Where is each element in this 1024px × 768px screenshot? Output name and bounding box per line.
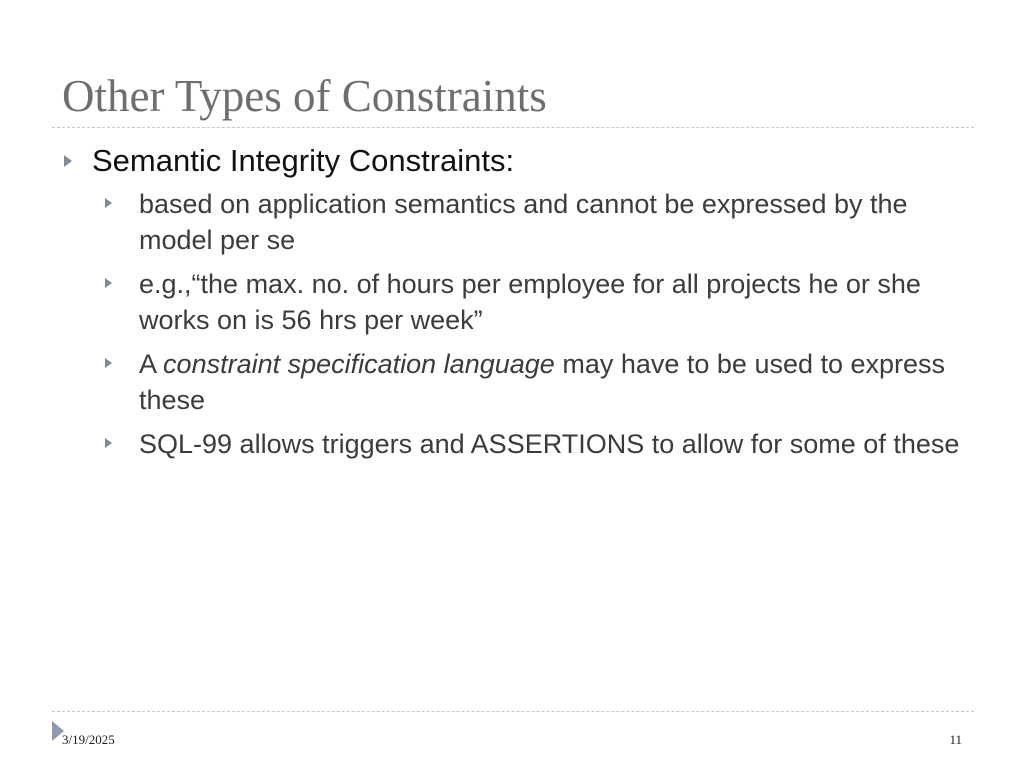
sub-bullet-list <box>60 186 980 462</box>
bullet-arrow-icon <box>105 438 112 448</box>
sub-bullet <box>60 186 980 258</box>
sub-bullet-text: SQL-99 allows triggers and ASSERTIONS to allow for some of these <box>139 429 960 459</box>
bullet-arrow-icon <box>105 278 112 288</box>
sub-bullet <box>60 266 980 338</box>
bullet-arrow-icon <box>105 198 112 208</box>
footer-date: 3/19/2025 <box>62 732 115 747</box>
sub-bullet <box>60 426 980 462</box>
footer-divider <box>52 711 974 712</box>
sub-bullet-text: e.g.,“the max. no. of hours per employee for all projects he or she works on is 56 hrs per week” <box>139 269 921 335</box>
title-divider <box>52 127 974 128</box>
slide-title: Other Types of Constraints <box>62 71 547 121</box>
bullet-level1 <box>60 140 980 182</box>
sub-bullet <box>60 346 980 418</box>
slide-content <box>60 140 980 470</box>
bullet-arrow-icon <box>64 155 72 167</box>
bullet-heading: Semantic Integrity Constraints: <box>92 143 515 178</box>
sub-bullet-text-prefix: A <box>139 349 156 379</box>
sub-bullet-text-suffix: may have to be used to express these <box>139 349 946 415</box>
page-number: 11 <box>949 732 962 747</box>
sub-bullet-text-italic: constraint specification language <box>163 349 555 379</box>
sub-bullet-text: based on application semantics and cannot be expressed by the model per se <box>139 189 908 255</box>
bullet-arrow-icon <box>105 358 112 368</box>
